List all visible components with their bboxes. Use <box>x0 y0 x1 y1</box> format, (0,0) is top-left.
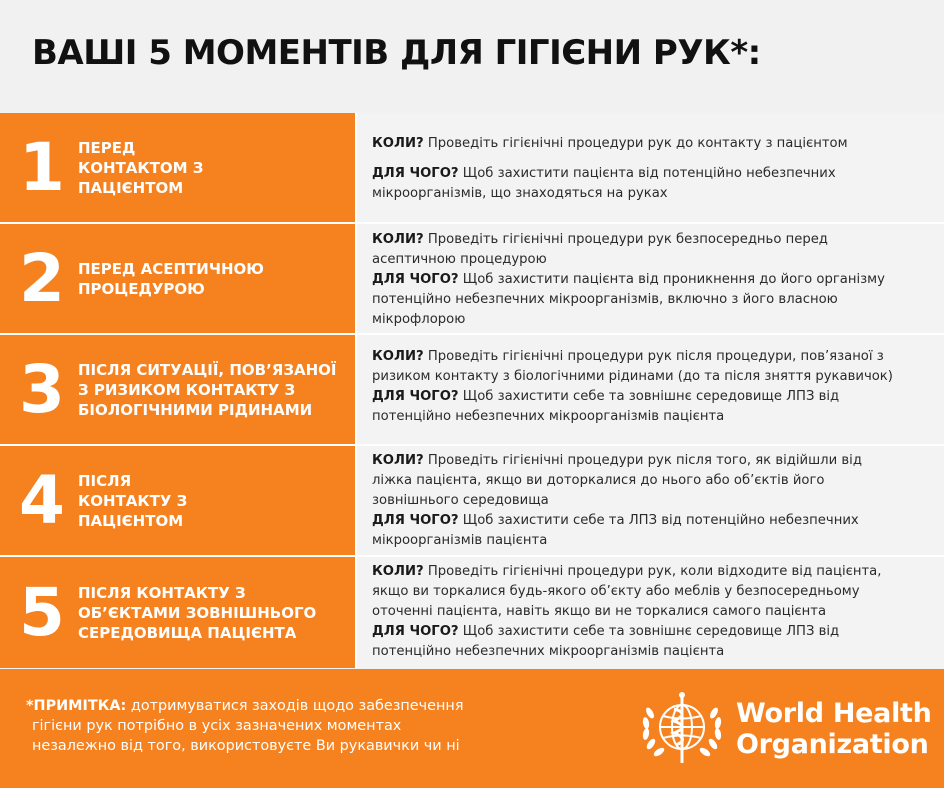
why-text: Щоб захистити себе та ЛПЗ від потенційно небезпечних <box>458 513 859 528</box>
moment-row-5 <box>0 557 944 668</box>
moment-description <box>357 557 944 668</box>
why-label: ДЛЯ ЧОГО? <box>372 272 459 287</box>
page-title: ВАШІ 5 МОМЕНТІВ ДЛЯ ГІГІЄНИ РУК*: <box>32 33 761 73</box>
header <box>0 0 944 113</box>
moment-name <box>78 583 324 643</box>
why-paragraph <box>372 270 936 330</box>
why-label: ДЛЯ ЧОГО? <box>372 513 459 528</box>
moment-header <box>0 446 357 555</box>
moment-name-line: ПІСЛЯ <box>78 471 132 490</box>
why-paragraph <box>372 511 936 551</box>
why-label: ДЛЯ ЧОГО? <box>372 624 459 639</box>
moment-description <box>357 446 944 555</box>
moment-row-2 <box>0 224 944 335</box>
moment-name-line: СЕРЕДОВИЩА ПАЦІЄНТА <box>78 623 297 642</box>
when-text: Проведіть гігієнічні процедури рук до контакту з пацієнтом <box>423 136 848 151</box>
when-text: зовнішнього середовища <box>372 493 549 508</box>
when-text: Проведіть гігієнічні процедури рук, коли відходите від пацієнта, <box>423 564 882 579</box>
when-text: Проведіть гігієнічні процедури рук після того, як відійшли від <box>423 453 862 468</box>
when-paragraph <box>372 347 936 387</box>
when-label: КОЛИ? <box>372 564 424 579</box>
footnote-text: дотримуватися заходів щодо забезпечення <box>126 698 464 714</box>
moments-list <box>0 113 944 668</box>
moment-number: 1 <box>19 128 65 206</box>
moment-name <box>78 259 272 299</box>
why-text: потенційно небезпечних мікроорганізмів пацієнта <box>372 409 725 424</box>
moment-name <box>78 138 211 198</box>
moment-name-line: ПІСЛЯ КОНТАКТУ З <box>78 583 246 602</box>
moment-name-line: КОНТАКТУ З <box>78 491 188 510</box>
moment-name-line: КОНТАКТОМ З <box>78 158 204 177</box>
why-text: мікрофлорою <box>372 312 466 327</box>
moment-description <box>357 113 944 222</box>
moment-header <box>0 557 357 668</box>
moment-name-line: ПРОЦЕДУРОЮ <box>78 279 205 298</box>
footer <box>0 669 944 788</box>
why-text: мікроорганізмів, що знаходяться на руках <box>372 186 668 201</box>
when-paragraph <box>372 134 936 154</box>
footnote-text: незалежно від того, використовуєте Ви рукавички чи ні <box>32 738 460 754</box>
moment-name <box>78 360 344 420</box>
why-paragraph <box>372 622 936 662</box>
when-text: Проведіть гігієнічні процедури рук безпосередньо перед <box>423 232 828 247</box>
moment-name-line: ПІСЛЯ СИТУАЦІЇ, ПОВ’ЯЗАНОЇ <box>78 360 337 379</box>
footnote-line <box>26 696 506 716</box>
moment-name-line: ПЕРЕД АСЕПТИЧНОЮ <box>78 259 264 278</box>
moment-name-line: ОБ’ЄКТАМИ ЗОВНІШНЬОГО <box>78 603 317 622</box>
when-text: оточенні пацієнта, навіть якщо ви не торкалися самого пацієнта <box>372 604 827 619</box>
why-paragraph <box>372 387 936 427</box>
moment-name-line: ПЕРЕД <box>78 138 136 157</box>
moment-header <box>0 335 357 444</box>
moment-header <box>0 224 357 333</box>
why-text: Щоб захистити пацієнта від потенційно небезпечних <box>458 166 836 181</box>
when-label: КОЛИ? <box>372 453 424 468</box>
moment-number: 4 <box>19 461 65 539</box>
why-text: Щоб захистити пацієнта від проникнення до його організму <box>458 272 885 287</box>
moment-name-line: ПАЦІЄНТОМ <box>78 178 184 197</box>
why-paragraph <box>372 164 936 204</box>
why-text: Щоб захистити себе та зовнішнє середовище ЛПЗ від <box>458 389 840 404</box>
why-label: ДЛЯ ЧОГО? <box>372 389 459 404</box>
why-text: Щоб захистити себе та зовнішнє середовище ЛПЗ від <box>458 624 840 639</box>
why-text: потенційно небезпечних мікроорганізмів, включно з його власною <box>372 292 838 307</box>
when-label: КОЛИ? <box>372 232 424 247</box>
footnote-label: *ПРИМІТКА: <box>26 698 127 714</box>
when-paragraph <box>372 562 936 622</box>
moment-row-3 <box>0 335 944 446</box>
footnote-text: гігієни рук потрібно в усіх зазначених моментах <box>32 718 402 734</box>
moment-name-line: ПАЦІЄНТОМ <box>78 511 184 530</box>
when-text: асептичною процедурою <box>372 252 547 267</box>
who-wordmark <box>736 698 932 760</box>
footnote <box>26 696 506 756</box>
who-emblem-icon <box>636 689 728 769</box>
why-text: мікроорганізмів пацієнта <box>372 533 548 548</box>
when-paragraph <box>372 451 936 511</box>
when-text: ризиком контакту з біологічними рідинами (до та після зняття рукавичок) <box>372 369 893 384</box>
moment-name-line: З РИЗИКОМ КОНТАКТУ З <box>78 380 296 399</box>
who-wordmark-line: Organization <box>736 729 929 760</box>
moment-number: 3 <box>19 350 65 428</box>
moment-number: 2 <box>19 239 65 317</box>
moment-name <box>78 471 195 531</box>
who-wordmark-line: World Health <box>736 698 932 729</box>
when-text: ліжка пацієнта, якщо ви доторкалися до нього або об’єктів його <box>372 473 825 488</box>
when-paragraph <box>372 230 936 270</box>
when-label: КОЛИ? <box>372 349 424 364</box>
moment-description <box>357 335 944 444</box>
why-text: потенційно небезпечних мікроорганізмів пацієнта <box>372 644 725 659</box>
moment-name-line: БІОЛОГІЧНИМИ РІДИНАМИ <box>78 400 313 419</box>
when-text: якщо ви торкалися будь-якого об’єкту або меблів у безпосередньому <box>372 584 860 599</box>
who-logo <box>636 689 932 769</box>
when-text: Проведіть гігієнічні процедури рук після процедури, пов’язаної з <box>423 349 884 364</box>
why-label: ДЛЯ ЧОГО? <box>372 166 459 181</box>
moment-description <box>357 224 944 333</box>
moment-number: 5 <box>19 573 65 651</box>
moment-header <box>0 113 357 222</box>
moment-row-1 <box>0 113 944 224</box>
when-label: КОЛИ? <box>372 136 424 151</box>
moment-row-4 <box>0 446 944 557</box>
